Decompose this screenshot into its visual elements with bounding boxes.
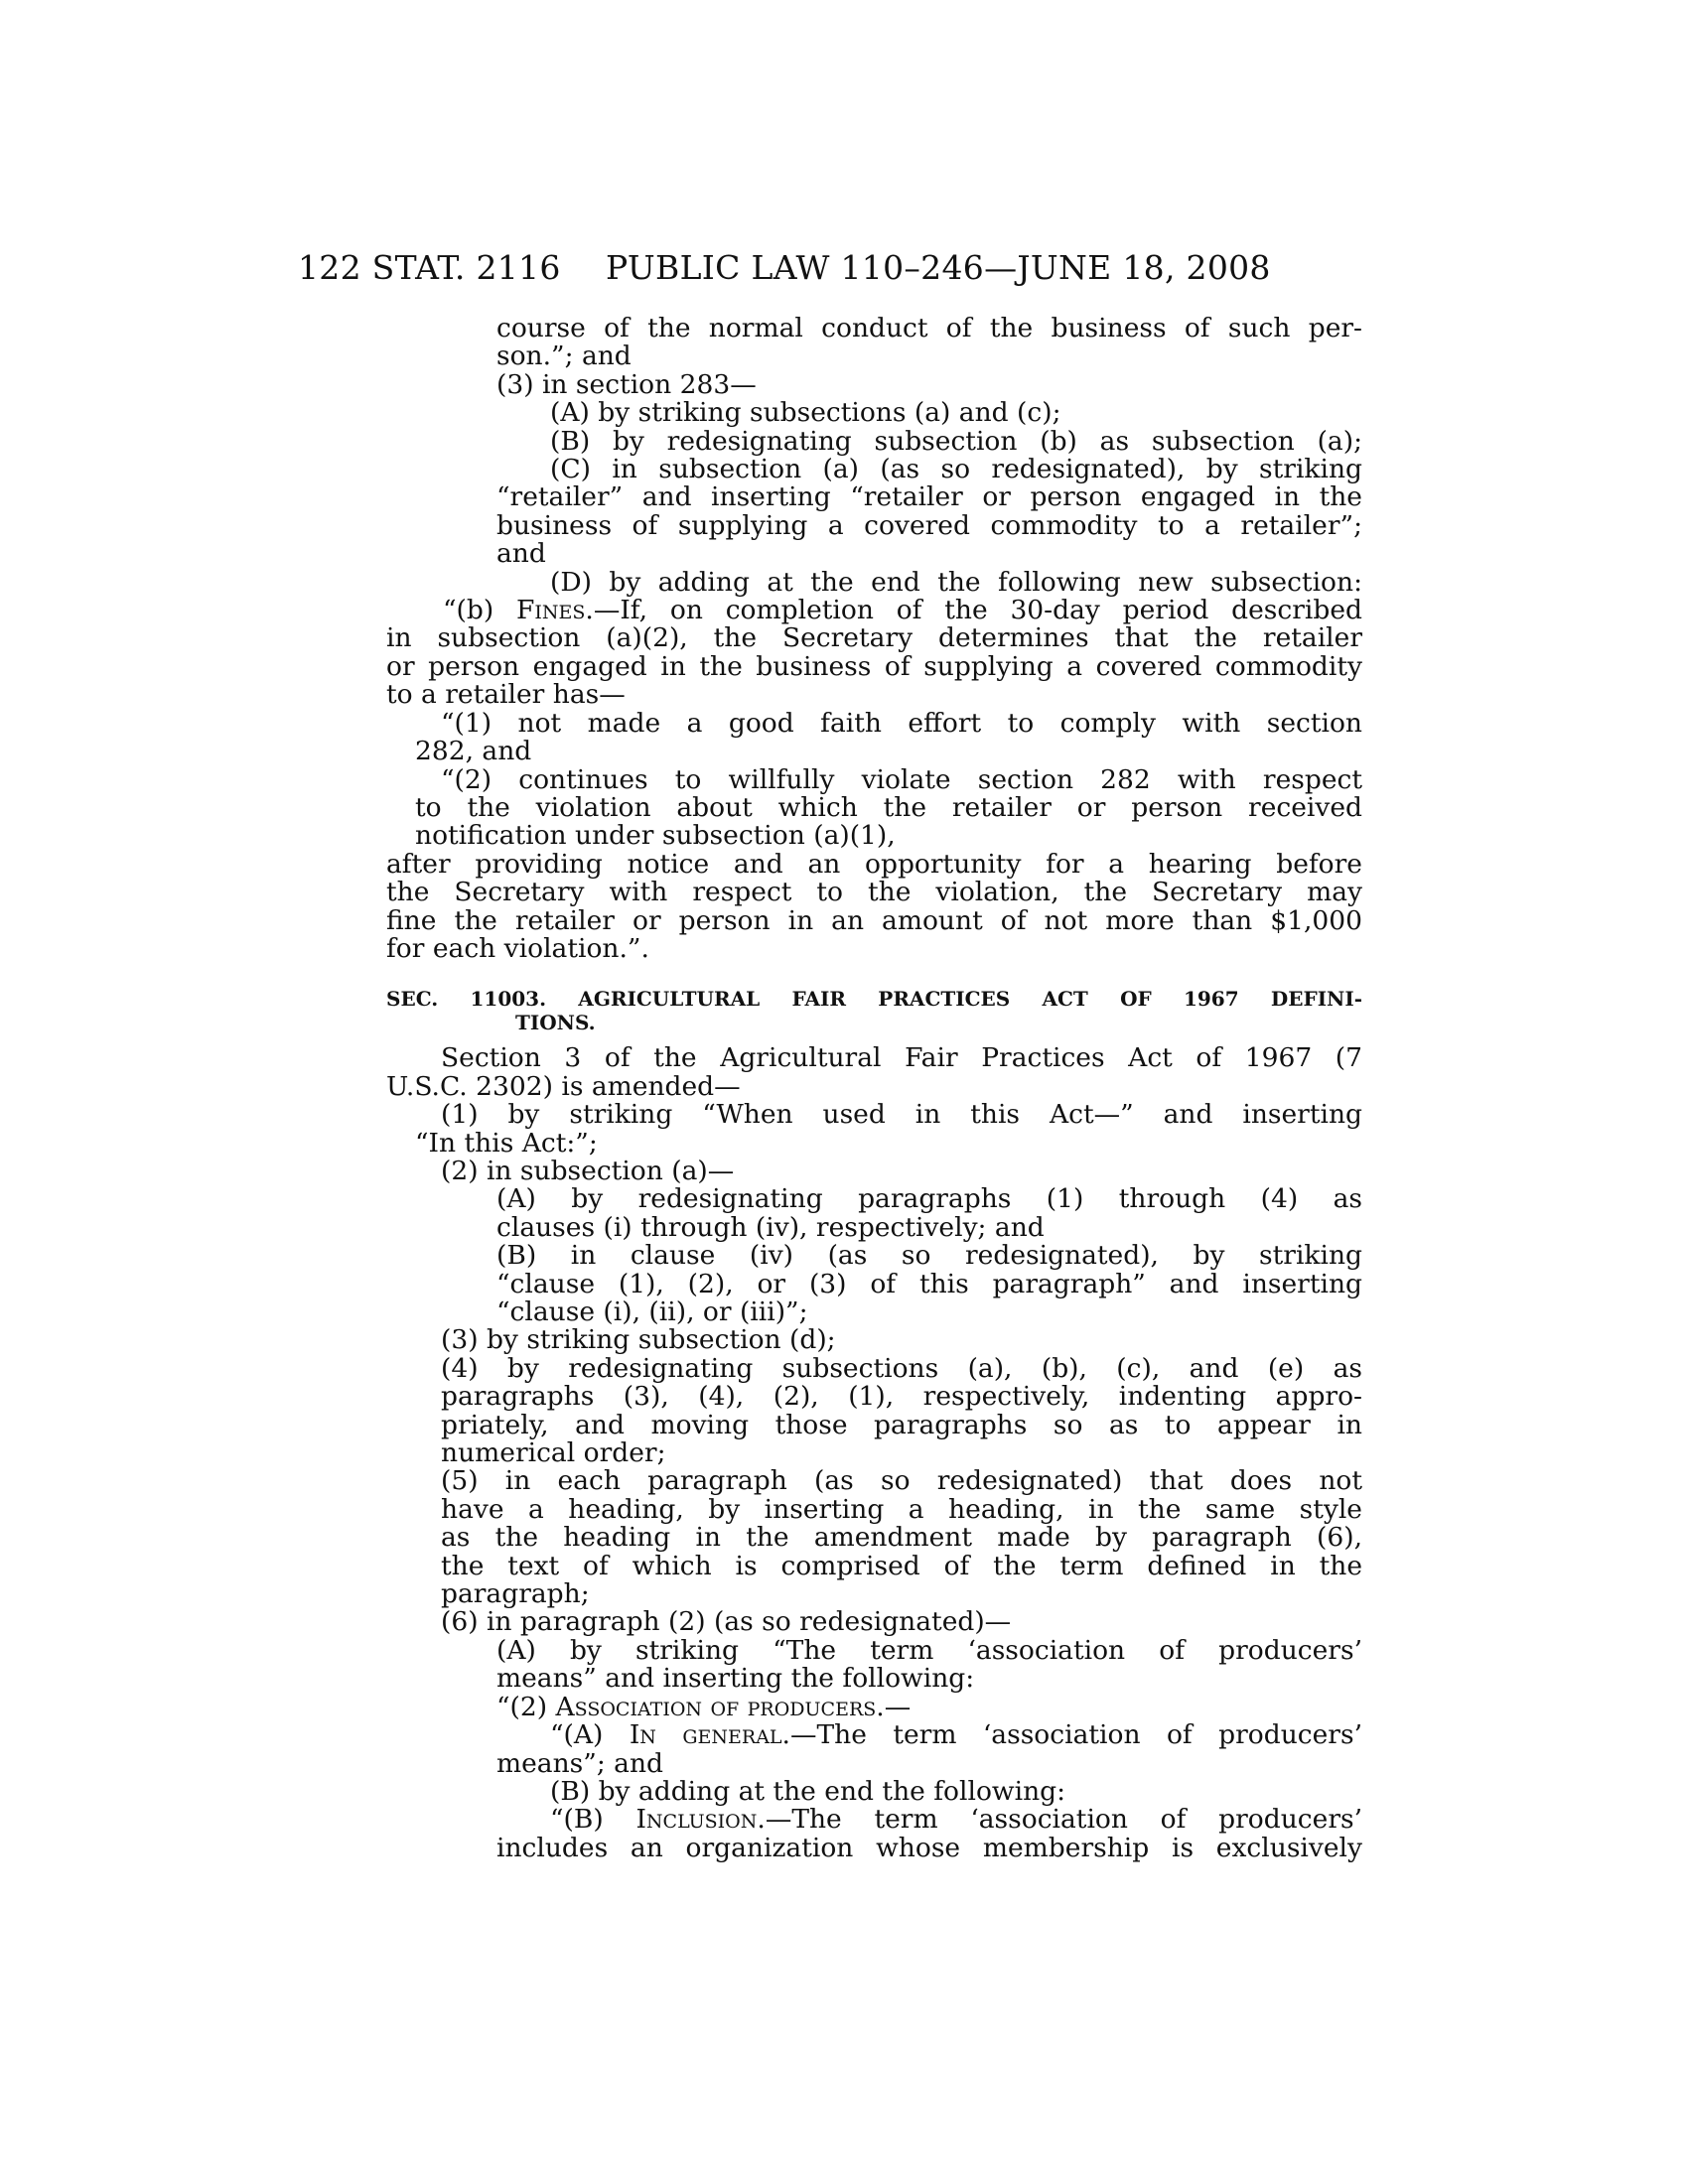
association-heading: Association of producers <box>555 1691 877 1722</box>
text-line: (B) by redesignating subsection (b) as subsection (a); <box>550 425 1362 457</box>
text-line: Section 3 of the Agricultural Fair Practices Act of 1967 (7 <box>441 1042 1362 1074</box>
text-line: “(1) not made a good faith effort to comply with section <box>441 707 1362 739</box>
text-line: to a retailer has— <box>386 679 626 711</box>
text-line: (2) in subsection (a)— <box>441 1155 735 1186</box>
fines-heading: Fines <box>516 595 586 626</box>
text-line: 282, and <box>415 736 532 767</box>
text-line: “In this Act:”; <box>415 1127 598 1159</box>
document-body <box>386 313 1363 1863</box>
page-reference: 122 STAT. 2116 <box>298 248 561 287</box>
text-line: or person engaged in the business of supplying a covered commodity <box>386 650 1362 682</box>
text-line: (3) in section 283— <box>496 368 757 400</box>
text-line: (1) by striking “When used in this Act—” and inserting <box>441 1099 1362 1131</box>
text-line: (4) by redesignating subsections (a), (b), (c), and (e) as <box>441 1352 1362 1384</box>
text-line: paragraph; <box>441 1578 590 1610</box>
text-line: in subsection (a)(2), the Secretary determines that the retailer <box>386 622 1362 654</box>
text-line: son.”; and <box>496 341 632 372</box>
text-line: to the violation about which the retailer or person received <box>415 791 1362 823</box>
text-line: the text of which is comprised of the term defined in the <box>441 1550 1362 1581</box>
text-line: as the heading in the amendment made by paragraph (6), <box>441 1522 1362 1554</box>
text-line: priately, and moving those paragraphs so as to appear in <box>441 1409 1362 1440</box>
text-line: “(2) continues to willfully violate section 282 with respect <box>441 763 1362 795</box>
text-line: (A) by striking “The term ‘association of producers’ <box>496 1634 1362 1666</box>
text-line: have a heading, by inserting a heading, in the same style <box>441 1493 1362 1525</box>
text-line: (3) by striking subsection (d); <box>441 1324 836 1356</box>
text-line: U.S.C. 2302) is amended— <box>386 1070 741 1102</box>
text-line: for each violation.”. <box>386 932 649 964</box>
text-line: (C) in subsection (a) (as so redesignated), by striking <box>550 454 1362 485</box>
section-heading: SEC. 11003. AGRICULTURAL FAIR PRACTICES ACT OF 1967 DEFINI- TIONS. <box>386 987 1362 1035</box>
text-line: “clause (1), (2), or (3) of this paragraph” and inserting <box>496 1268 1362 1299</box>
text-line: means” and inserting the following: <box>496 1663 975 1695</box>
text-line: numerical order; <box>441 1437 666 1469</box>
text-line: includes an organization whose membership is exclusively <box>496 1832 1362 1863</box>
inclusion-heading: Inclusion <box>635 1804 758 1836</box>
text-line: clauses (i) through (iv), respectively; and <box>496 1211 1045 1243</box>
text-line: fine the retailer or person in an amount of not more than $1,000 <box>386 904 1362 936</box>
text-line: (B) by adding at the end the following: <box>550 1775 1066 1807</box>
in-general-heading: In general <box>629 1719 782 1751</box>
text-line: “(A) In general.—The term ‘association of producers’ <box>550 1719 1362 1751</box>
running-header-title: PUBLIC LAW 110–246—JUNE 18, 2008 <box>606 248 1271 287</box>
text-line: “(2) Association of producers.— <box>496 1691 912 1722</box>
text-line: (B) in clause (iv) (as so redesignated), by striking <box>496 1240 1362 1272</box>
text-line: notification under subsection (a)(1), <box>415 820 896 852</box>
text-line: (D) by adding at the end the following new subsection: <box>550 566 1362 598</box>
text-line: after providing notice and an opportunity for a hearing before <box>386 848 1362 880</box>
text-line: “retailer” and inserting “retailer or person engaged in the <box>496 481 1362 513</box>
text-line: means”; and <box>496 1747 664 1779</box>
text-line: paragraphs (3), (4), (2), (1), respectively, indenting appro- <box>441 1381 1362 1413</box>
text-line: “clause (i), (ii), or (iii)”; <box>496 1297 808 1327</box>
text-line: and <box>496 538 546 570</box>
text-line: (A) by redesignating paragraphs (1) through (4) as <box>496 1183 1362 1215</box>
text-line: (5) in each paragraph (as so redesignated) that does not <box>441 1465 1362 1497</box>
text-line: “(B) Inclusion.—The term ‘association of producers’ <box>550 1804 1363 1836</box>
text-line: business of supplying a covered commodity to a retailer”; <box>496 509 1362 541</box>
text-line: the Secretary with respect to the violation, the Secretary may <box>386 877 1362 908</box>
text-line: (6) in paragraph (2) (as so redesignated)— <box>441 1606 1012 1638</box>
text-line: (A) by striking subsections (a) and (c); <box>550 397 1061 429</box>
text-line: course of the normal conduct of the business of such per- <box>496 313 1362 343</box>
text-line: “(b) Fines.—If, on completion of the 30-day period described <box>443 595 1362 626</box>
